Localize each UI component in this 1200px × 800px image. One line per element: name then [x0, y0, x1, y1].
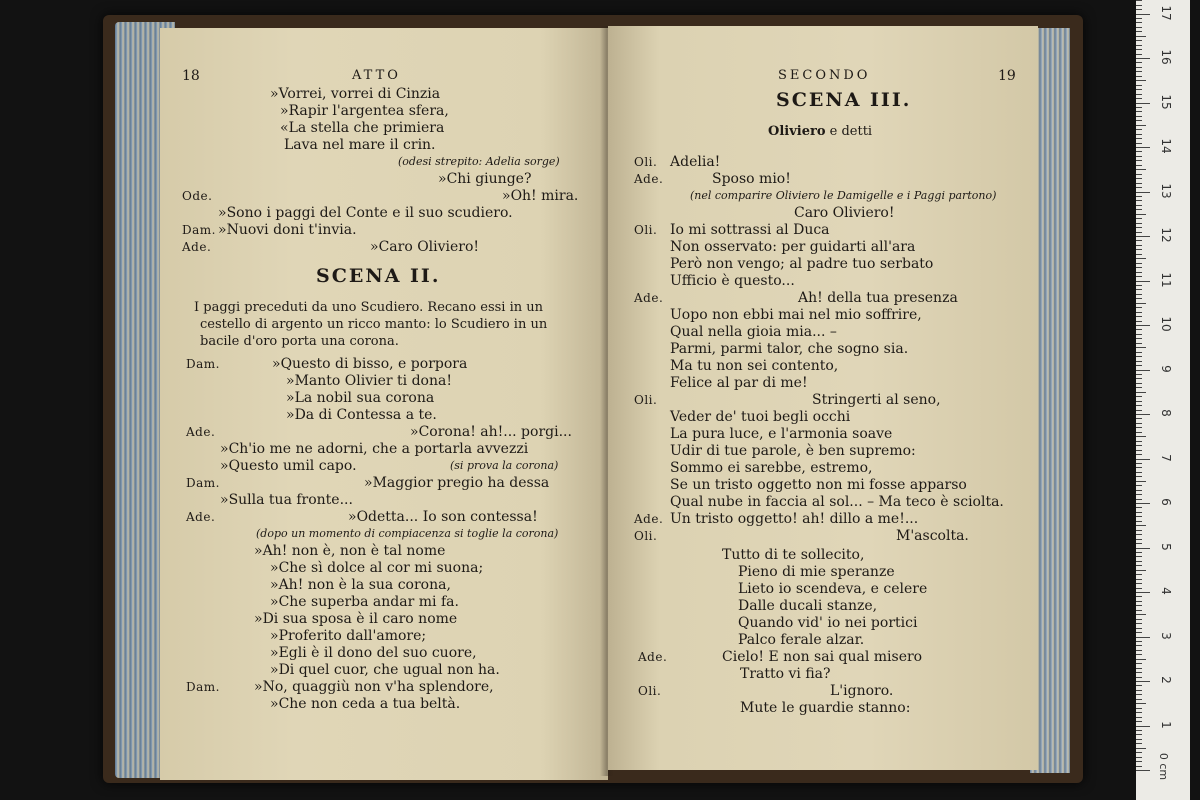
- ruler-tick: [1136, 548, 1150, 549]
- stage-direction: (si prova la corona): [450, 459, 559, 472]
- ruler-tick: [1136, 699, 1142, 700]
- speaker-label: Oli.: [634, 393, 658, 407]
- page-number-left: 18: [182, 68, 200, 84]
- verse-line: Ufficio è questo...: [670, 273, 795, 289]
- ruler-tick: [1136, 89, 1142, 90]
- ruler-tick: [1136, 556, 1142, 557]
- ruler-tick: [1136, 623, 1142, 624]
- ruler-tick: [1136, 770, 1150, 771]
- verse-line: »Rapir l'argentea sfera,: [280, 103, 449, 119]
- verse-line: Però non vengo; al padre tuo serbato: [670, 256, 934, 272]
- ruler-tick: [1136, 22, 1142, 23]
- speaker-label: Ade.: [638, 650, 668, 664]
- ruler-tick: [1136, 472, 1142, 473]
- ruler-tick: [1136, 748, 1146, 749]
- verse-line: »Oh! mira.: [502, 188, 579, 204]
- ruler-tick: [1136, 410, 1142, 411]
- ruler-tick: [1136, 218, 1142, 219]
- ruler-tick: [1136, 85, 1142, 86]
- verse-line: Uopo non ebbi mai nel mio soffrire,: [670, 307, 922, 323]
- ruler-tick: [1136, 370, 1150, 371]
- ruler-tick: [1136, 54, 1142, 55]
- ruler-tick: [1136, 178, 1142, 179]
- ruler-tick: [1136, 543, 1142, 544]
- ruler-tick: [1136, 454, 1142, 455]
- speaker-label: Dam.: [186, 357, 220, 371]
- ruler-tick: [1136, 494, 1142, 495]
- ruler-tick: [1136, 49, 1142, 50]
- ruler-tick: [1136, 14, 1150, 15]
- ruler-tick: [1136, 752, 1142, 753]
- ruler-tick: [1136, 272, 1142, 273]
- scene-description: bacile d'oro porta una corona.: [200, 334, 399, 349]
- ruler-tick: [1136, 160, 1142, 161]
- ruler-tick: [1136, 325, 1150, 326]
- ruler-tick: [1136, 232, 1142, 233]
- verse-line: »Maggior pregio ha dessa: [364, 475, 550, 491]
- ruler-number: 10: [1159, 316, 1173, 332]
- ruler-tick: [1136, 156, 1142, 157]
- ruler-tick: [1136, 76, 1142, 77]
- verse-line: »No, quaggiù non v'ha splendore,: [254, 679, 494, 695]
- ruler-tick: [1136, 374, 1142, 375]
- ruler-tick: [1136, 757, 1142, 758]
- ruler-tick: [1136, 236, 1150, 237]
- scene-title: SCENA II.: [316, 265, 441, 287]
- speaker-label: Ode.: [182, 189, 213, 203]
- ruler-tick: [1136, 677, 1142, 678]
- scene-characters: [768, 124, 872, 140]
- ruler-tick: [1136, 499, 1142, 500]
- ruler-tick: [1136, 316, 1142, 317]
- ruler-tick: [1136, 174, 1142, 175]
- ruler-tick: [1136, 98, 1142, 99]
- ruler-tick: [1136, 303, 1146, 304]
- verse-line: »Egli è il dono del suo cuore,: [270, 645, 477, 661]
- ruler-tick: [1136, 116, 1142, 117]
- ruler-tick: [1136, 628, 1142, 629]
- ruler-tick: [1136, 641, 1142, 642]
- ruler-tick: [1136, 334, 1142, 335]
- ruler-tick: [1136, 27, 1142, 28]
- ruler-tick: [1136, 605, 1142, 606]
- ruler-tick: [1136, 467, 1142, 468]
- verse-line: Non osservato: per guidarti all'ara: [670, 239, 916, 255]
- ruler-number: 17: [1159, 4, 1173, 21]
- ruler-tick: [1136, 254, 1142, 255]
- ruler-tick: [1136, 574, 1142, 575]
- ruler-tick: [1136, 423, 1142, 424]
- ruler-tick: [1136, 263, 1142, 264]
- stage-direction: (dopo un momento di compiacenza si toglie la corona): [256, 527, 559, 540]
- ruler-tick: [1136, 365, 1142, 366]
- ruler-tick: [1136, 552, 1142, 553]
- verse-line: Sommo ei sarebbe, estremo,: [670, 460, 873, 476]
- ruler-tick: [1136, 356, 1142, 357]
- ruler-tick: [1136, 392, 1146, 393]
- ruler-tick: [1136, 281, 1150, 282]
- verse-line: Parmi, parmi talor, che sogno sia.: [670, 341, 909, 357]
- ruler-tick: [1136, 668, 1142, 669]
- ruler-tick: [1136, 240, 1142, 241]
- ruler-number: 6: [1159, 498, 1173, 506]
- ruler-tick: [1136, 200, 1142, 201]
- ruler-tick: [1136, 401, 1142, 402]
- speaker-label: Ade.: [634, 172, 664, 186]
- verse-line: Dalle ducali stanze,: [738, 598, 878, 614]
- ruler-number: 9: [1159, 364, 1173, 373]
- verse-line: »Questo di bisso, e porpora: [272, 356, 468, 372]
- ruler-tick: [1136, 712, 1142, 713]
- ruler-tick: [1136, 659, 1146, 660]
- ruler-tick: [1136, 107, 1142, 108]
- ruler-tick: [1136, 463, 1142, 464]
- speaker-label: Ade.: [634, 512, 664, 526]
- verse-line: »Odetta... Io son contessa!: [348, 509, 538, 525]
- ruler-tick: [1136, 681, 1150, 682]
- ruler-tick: [1136, 307, 1142, 308]
- ruler-tick: [1136, 761, 1142, 762]
- speaker-label: Ade.: [634, 291, 664, 305]
- ruler-tick: [1136, 9, 1142, 10]
- ruler-number: 16: [1159, 49, 1173, 65]
- ruler-tick: [1136, 125, 1146, 126]
- ruler-tick: [1136, 343, 1142, 344]
- verse-line: Quando vid' io nei portici: [738, 615, 918, 631]
- ruler-tick: [1136, 147, 1150, 148]
- speaker-label: Ade.: [186, 510, 216, 524]
- ruler-tick: [1136, 151, 1142, 152]
- ruler-tick: [1136, 40, 1142, 41]
- verse-line: »Che superba andar mi fa.: [270, 594, 459, 610]
- verse-line: Un tristo oggetto! ah! dillo a me!...: [670, 511, 919, 527]
- ruler-tick: [1136, 427, 1142, 428]
- characters-rest: e detti: [829, 124, 873, 139]
- verse-line: Io mi sottrassi al Duca: [670, 222, 830, 238]
- ruler-tick: [1136, 632, 1142, 633]
- verse-line: »Nuovi doni t'invia.: [218, 222, 357, 238]
- running-head-left: ATTO: [352, 68, 401, 83]
- verse-line: Stringerti al seno,: [812, 392, 941, 408]
- verse-line: «La stella che primiera: [280, 120, 445, 136]
- ruler-tick: [1136, 294, 1142, 295]
- ruler-tick: [1136, 432, 1142, 433]
- ruler-tick: [1136, 418, 1142, 419]
- ruler-tick: [1136, 637, 1150, 638]
- verse-line: Lieto io scendeva, e celere: [738, 581, 928, 597]
- ruler-tick: [1136, 5, 1142, 6]
- left-page: [160, 28, 608, 780]
- ruler-tick: [1136, 441, 1142, 442]
- ruler-number: 13: [1159, 182, 1173, 199]
- speaker-label: Oli.: [634, 155, 658, 169]
- verse-line: »Ah! non è la sua corona,: [270, 577, 451, 593]
- verse-line: »Che sì dolce al cor mi suona;: [270, 560, 484, 576]
- verse-line: Tratto vi fia?: [740, 666, 831, 682]
- ruler-tick: [1136, 45, 1142, 46]
- ruler-number: 15: [1159, 93, 1173, 110]
- ruler-tick: [1136, 766, 1142, 767]
- ruler-tick: [1136, 619, 1142, 620]
- verse-line: Mute le guardie stanno:: [740, 700, 911, 716]
- ruler-number: 7: [1159, 453, 1173, 462]
- verse-line: Pieno di mie speranze: [738, 564, 895, 580]
- ruler-tick: [1136, 663, 1142, 664]
- ruler-tick: [1136, 245, 1142, 246]
- verse-line: »Vorrei, vorrei di Cinzia: [270, 86, 441, 102]
- stage-direction: (odesi strepito: Adelia sorge): [398, 155, 560, 168]
- verse-line: »Manto Olivier ti dona!: [286, 373, 452, 389]
- ruler-tick: [1136, 289, 1142, 290]
- ruler-tick: [1136, 205, 1142, 206]
- ruler-tick: [1136, 570, 1146, 571]
- verse-line: »Corona! ah!... porgi...: [410, 424, 572, 440]
- ruler-unit-label: 0 cm: [1157, 752, 1171, 781]
- measuring-ruler: [1136, 0, 1190, 800]
- ruler-tick: [1136, 645, 1142, 646]
- speaker-label: Oli.: [634, 223, 658, 237]
- ruler-tick: [1136, 187, 1142, 188]
- ruler-tick: [1136, 62, 1142, 63]
- ruler-tick: [1136, 94, 1142, 95]
- ruler-tick: [1136, 521, 1142, 522]
- right-page: [608, 26, 1038, 770]
- ruler-number: 11: [1159, 271, 1173, 288]
- ruler-tick: [1136, 721, 1142, 722]
- ruler-tick: [1136, 445, 1142, 446]
- speaker-label: Oli.: [638, 684, 662, 698]
- ruler-tick: [1136, 743, 1142, 744]
- verse-line: Adelia!: [670, 154, 721, 170]
- verse-line: »Questo umil capo.: [220, 458, 357, 474]
- verse-line: Palco ferale alzar.: [738, 632, 865, 648]
- speaker-label: Ade.: [182, 240, 212, 254]
- ruler-tick: [1136, 249, 1142, 250]
- ruler-tick: [1136, 614, 1146, 615]
- ruler-tick: [1136, 588, 1142, 589]
- ruler-tick: [1136, 654, 1142, 655]
- ruler-tick: [1136, 214, 1146, 215]
- ruler-tick: [1136, 192, 1150, 193]
- ruler-tick: [1136, 378, 1142, 379]
- verse-line: Ma tu non sei contento,: [670, 358, 839, 374]
- verse-line: »Ah! non è, non è tal nome: [254, 543, 446, 559]
- scene-description: cestello di argento un ricco manto: lo Scudiero in un: [200, 317, 548, 332]
- verse-line: »Ch'io me ne adorni, che a portarla avvezzi: [220, 441, 529, 457]
- verse-line: »Caro Oliviero!: [370, 239, 480, 255]
- verse-line: Qual nella gioia mia... –: [670, 324, 837, 340]
- ruler-tick: [1136, 36, 1146, 37]
- scene-title: SCENA III.: [776, 89, 912, 111]
- verse-line: »Chi giunge?: [438, 171, 532, 187]
- verse-line: Caro Oliviero!: [794, 205, 895, 221]
- ruler-tick: [1136, 481, 1146, 482]
- ruler-tick: [1136, 71, 1142, 72]
- verse-line: La pura luce, e l'armonia soave: [670, 426, 893, 442]
- ruler-tick: [1136, 129, 1142, 130]
- ruler-tick: [1136, 338, 1142, 339]
- ruler-tick: [1136, 227, 1142, 228]
- ruler-tick: [1136, 183, 1142, 184]
- ruler-number: 14: [1159, 138, 1173, 154]
- verse-line: Udir di tue parole, è ben supremo:: [670, 443, 916, 459]
- ruler-tick: [1136, 138, 1142, 139]
- verse-line: M'ascolta.: [896, 528, 969, 544]
- verse-line: L'ignoro.: [830, 683, 894, 699]
- ruler-tick: [1136, 726, 1150, 727]
- ruler-tick: [1136, 352, 1142, 353]
- ruler-tick: [1136, 672, 1142, 673]
- ruler-number: 12: [1159, 227, 1173, 243]
- ruler-tick: [1136, 196, 1142, 197]
- ruler-tick: [1136, 396, 1142, 397]
- ruler-tick: [1136, 0, 1142, 1]
- ruler-tick: [1136, 694, 1142, 695]
- ruler-tick: [1136, 258, 1146, 259]
- ruler-tick: [1136, 347, 1146, 348]
- speaker-label: Ade.: [186, 425, 216, 439]
- ruler-tick: [1136, 565, 1142, 566]
- ruler-tick: [1136, 685, 1142, 686]
- ruler-tick: [1136, 58, 1150, 59]
- ruler-tick: [1136, 734, 1142, 735]
- speaker-label: Dam.: [186, 476, 220, 490]
- ruler-tick: [1136, 610, 1142, 611]
- ruler-tick: [1136, 708, 1142, 709]
- speaker-label: Dam.: [186, 680, 220, 694]
- ruler-tick: [1136, 476, 1142, 477]
- ruler-number: 2: [1159, 676, 1173, 684]
- ruler-number: 1: [1159, 720, 1173, 729]
- ruler-tick: [1136, 583, 1142, 584]
- ruler-tick: [1136, 67, 1142, 68]
- ruler-tick: [1136, 601, 1142, 602]
- speaker-label: Dam.: [182, 223, 216, 237]
- ruler-tick: [1136, 579, 1142, 580]
- ruler-tick: [1136, 383, 1142, 384]
- ruler-tick: [1136, 507, 1142, 508]
- ruler-tick: [1136, 516, 1142, 517]
- ruler-tick: [1136, 285, 1142, 286]
- ruler-tick: [1136, 436, 1146, 437]
- ruler-number: 4: [1159, 587, 1173, 595]
- ruler-tick: [1136, 592, 1150, 593]
- verse-line: Qual nube in faccia al sol... – Ma teco è sciolta.: [670, 494, 1004, 510]
- ruler-tick: [1136, 387, 1142, 388]
- verse-line: »Proferito dall'amore;: [270, 628, 427, 644]
- stage-direction: (nel comparire Oliviero le Damigelle e i Paggi partono): [690, 189, 997, 202]
- ruler-tick: [1136, 512, 1142, 513]
- ruler-tick: [1136, 143, 1142, 144]
- ruler-number: 3: [1159, 631, 1173, 640]
- verse-line: Ah! della tua presenza: [798, 290, 958, 306]
- ruler-tick: [1136, 503, 1150, 504]
- ruler-tick: [1136, 276, 1142, 277]
- ruler-tick: [1136, 539, 1142, 540]
- ruler-number: 8: [1159, 409, 1173, 417]
- ruler-tick: [1136, 103, 1150, 104]
- ruler-tick: [1136, 80, 1146, 81]
- verse-line: »La nobil sua corona: [286, 390, 435, 406]
- verse-line: Se un tristo oggetto non mi fosse apparso: [670, 477, 967, 493]
- ruler-tick: [1136, 525, 1146, 526]
- ruler-tick: [1136, 321, 1142, 322]
- ruler-tick: [1136, 450, 1142, 451]
- ruler-tick: [1136, 530, 1142, 531]
- verse-line: Lava nel mare il crin.: [284, 137, 436, 153]
- ruler-tick: [1136, 561, 1142, 562]
- ruler-tick: [1136, 165, 1142, 166]
- verse-line: »Sono i paggi del Conte e il suo scudiero.: [218, 205, 513, 221]
- character-name: Oliviero: [768, 124, 826, 139]
- ruler-tick: [1136, 485, 1142, 486]
- running-head-right: SECONDO: [778, 68, 871, 83]
- ruler-tick: [1136, 405, 1142, 406]
- ruler-tick: [1136, 329, 1142, 330]
- ruler-tick: [1136, 717, 1142, 718]
- ruler-tick: [1136, 134, 1142, 135]
- ruler-tick: [1136, 111, 1142, 112]
- ruler-tick: [1136, 298, 1142, 299]
- verse-line: Veder de' tuoi begli occhi: [670, 409, 851, 425]
- ruler-tick: [1136, 312, 1142, 313]
- ruler-tick: [1136, 169, 1146, 170]
- ruler-tick: [1136, 120, 1142, 121]
- ruler-tick: [1136, 31, 1142, 32]
- verse-line: »Di sua sposa è il caro nome: [254, 611, 458, 627]
- verse-line: Tutto di te sollecito,: [722, 547, 865, 563]
- ruler-tick: [1136, 596, 1142, 597]
- ruler-tick: [1136, 739, 1142, 740]
- ruler-tick: [1136, 361, 1142, 362]
- verse-line: Sposo mio!: [712, 171, 791, 187]
- ruler-tick: [1136, 650, 1142, 651]
- verse-line: Felice al par di me!: [670, 375, 808, 391]
- ruler-tick: [1136, 690, 1142, 691]
- ruler-tick: [1136, 534, 1142, 535]
- ruler-tick: [1136, 730, 1142, 731]
- ruler-tick: [1136, 223, 1142, 224]
- ruler-tick: [1136, 490, 1142, 491]
- ruler-tick: [1136, 209, 1142, 210]
- verse-line: »Sulla tua fronte...: [220, 492, 353, 508]
- ruler-tick: [1136, 267, 1142, 268]
- scene-description: I paggi preceduti da uno Scudiero. Recano essi in un: [194, 300, 543, 315]
- verse-line: »Di quel cuor, che ugual non ha.: [270, 662, 500, 678]
- verse-line: Cielo! E non sai qual misero: [722, 649, 923, 665]
- ruler-tick: [1136, 703, 1146, 704]
- ruler-tick: [1136, 414, 1150, 415]
- verse-line: »Che non ceda a tua beltà.: [270, 696, 461, 712]
- page-number-right: 19: [998, 68, 1016, 84]
- speaker-label: Oli.: [634, 529, 658, 543]
- verse-line: »Da di Contessa a te.: [286, 407, 437, 423]
- ruler-tick: [1136, 459, 1150, 460]
- ruler-tick: [1136, 18, 1142, 19]
- ruler-number: 5: [1159, 542, 1173, 551]
